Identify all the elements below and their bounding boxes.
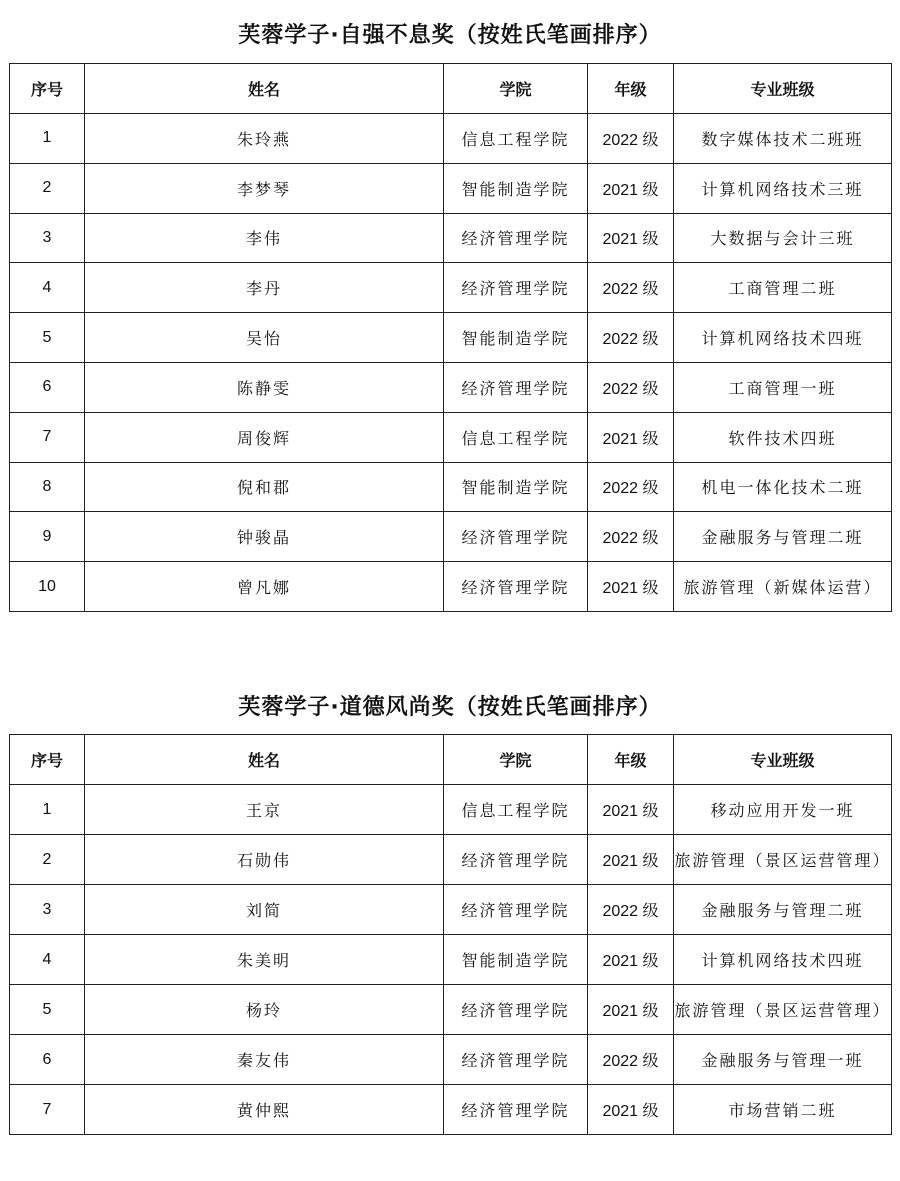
- table-row: [10, 114, 892, 164]
- cell-name: 曾凡娜: [85, 562, 444, 612]
- table-row: [10, 562, 892, 612]
- cell-no: 6: [10, 362, 85, 412]
- cell-major: 旅游管理（新媒体运营）: [674, 562, 892, 612]
- cell-college: 经济管理学院: [444, 263, 588, 313]
- table-row: [10, 362, 892, 412]
- cell-name: 朱美明: [85, 935, 444, 985]
- cell-college: 经济管理学院: [444, 985, 588, 1035]
- table-header-row: [10, 735, 892, 785]
- cell-grade: 2021 级: [588, 163, 674, 213]
- cell-major: 移动应用开发一班: [674, 785, 892, 835]
- cell-major: 金融服务与管理一班: [674, 1035, 892, 1085]
- cell-grade: 2021 级: [588, 835, 674, 885]
- table-row: [10, 213, 892, 263]
- cell-no: 1: [10, 114, 85, 164]
- cell-name: 王京: [85, 785, 444, 835]
- cell-no: 7: [10, 1085, 85, 1135]
- cell-major: 金融服务与管理二班: [674, 885, 892, 935]
- cell-name: 陈静雯: [85, 362, 444, 412]
- cell-grade: 2021 级: [588, 785, 674, 835]
- cell-no: 2: [10, 163, 85, 213]
- cell-college: 经济管理学院: [444, 213, 588, 263]
- cell-name: 黄仲熙: [85, 1085, 444, 1135]
- cell-grade: 2021 级: [588, 562, 674, 612]
- table-row: [10, 512, 892, 562]
- cell-grade: 2022 级: [588, 1035, 674, 1085]
- cell-name: 杨玲: [85, 985, 444, 1035]
- cell-college: 经济管理学院: [444, 885, 588, 935]
- header-no: 序号: [10, 64, 85, 114]
- cell-name: 刘简: [85, 885, 444, 935]
- cell-major: 旅游管理（景区运营管理）: [674, 835, 892, 885]
- table-row: [10, 835, 892, 885]
- cell-name: 秦友伟: [85, 1035, 444, 1085]
- cell-no: 5: [10, 985, 85, 1035]
- table-row: [10, 163, 892, 213]
- cell-name: 周俊辉: [85, 412, 444, 462]
- table-row: [10, 1085, 892, 1135]
- header-major: 专业班级: [674, 735, 892, 785]
- header-major: 专业班级: [674, 64, 892, 114]
- cell-grade: 2022 级: [588, 263, 674, 313]
- cell-major: 大数据与会计三班: [674, 213, 892, 263]
- cell-grade: 2022 级: [588, 313, 674, 363]
- cell-major: 软件技术四班: [674, 412, 892, 462]
- cell-grade: 2021 级: [588, 985, 674, 1035]
- cell-college: 信息工程学院: [444, 412, 588, 462]
- cell-college: 经济管理学院: [444, 362, 588, 412]
- cell-college: 经济管理学院: [444, 562, 588, 612]
- table-row: [10, 885, 892, 935]
- table-row: [10, 263, 892, 313]
- cell-grade: 2021 级: [588, 412, 674, 462]
- cell-college: 经济管理学院: [444, 1035, 588, 1085]
- cell-major: 机电一体化技术二班: [674, 462, 892, 512]
- cell-name: 李梦琴: [85, 163, 444, 213]
- cell-grade: 2022 级: [588, 885, 674, 935]
- cell-major: 工商管理一班: [674, 362, 892, 412]
- cell-major: 市场营销二班: [674, 1085, 892, 1135]
- section1-title: 芙蓉学子·自强不息奖（按姓氏笔画排序）: [238, 23, 662, 48]
- header-college: 学院: [444, 735, 588, 785]
- cell-no: 4: [10, 263, 85, 313]
- cell-name: 李丹: [85, 263, 444, 313]
- cell-no: 2: [10, 835, 85, 885]
- cell-grade: 2021 级: [588, 1085, 674, 1135]
- table-row: [10, 985, 892, 1035]
- table-header-row: [10, 64, 892, 114]
- cell-no: 3: [10, 213, 85, 263]
- cell-name: 吴怡: [85, 313, 444, 363]
- table-row: [10, 412, 892, 462]
- table-row: [10, 313, 892, 363]
- section2-title: 芙蓉学子·道德风尚奖（按姓氏笔画排序）: [238, 695, 662, 720]
- cell-college: 信息工程学院: [444, 785, 588, 835]
- cell-name: 李伟: [85, 213, 444, 263]
- cell-college: 智能制造学院: [444, 313, 588, 363]
- cell-grade: 2022 级: [588, 512, 674, 562]
- header-grade: 年级: [588, 735, 674, 785]
- cell-no: 8: [10, 462, 85, 512]
- cell-no: 9: [10, 512, 85, 562]
- cell-major: 旅游管理（景区运营管理）: [674, 985, 892, 1035]
- cell-college: 智能制造学院: [444, 163, 588, 213]
- award-table-moral-conduct: [9, 734, 892, 1135]
- award-table-self-improvement: [9, 63, 892, 612]
- cell-grade: 2022 级: [588, 362, 674, 412]
- cell-major: 计算机网络技术四班: [674, 313, 892, 363]
- header-college: 学院: [444, 64, 588, 114]
- cell-grade: 2022 级: [588, 462, 674, 512]
- cell-grade: 2021 级: [588, 213, 674, 263]
- cell-college: 经济管理学院: [444, 1085, 588, 1135]
- cell-college: 经济管理学院: [444, 835, 588, 885]
- cell-no: 3: [10, 885, 85, 935]
- header-name: 姓名: [85, 64, 444, 114]
- cell-name: 倪和郡: [85, 462, 444, 512]
- cell-no: 1: [10, 785, 85, 835]
- cell-major: 计算机网络技术三班: [674, 163, 892, 213]
- cell-name: 石勋伟: [85, 835, 444, 885]
- table-row: [10, 785, 892, 835]
- table-row: [10, 462, 892, 512]
- cell-no: 6: [10, 1035, 85, 1085]
- cell-no: 5: [10, 313, 85, 363]
- cell-no: 4: [10, 935, 85, 985]
- cell-major: 金融服务与管理二班: [674, 512, 892, 562]
- header-name: 姓名: [85, 735, 444, 785]
- table-row: [10, 935, 892, 985]
- cell-college: 信息工程学院: [444, 114, 588, 164]
- cell-grade: 2022 级: [588, 114, 674, 164]
- cell-major: 计算机网络技术四班: [674, 935, 892, 985]
- cell-name: 朱玲燕: [85, 114, 444, 164]
- header-no: 序号: [10, 735, 85, 785]
- cell-name: 钟骏晶: [85, 512, 444, 562]
- cell-no: 10: [10, 562, 85, 612]
- cell-no: 7: [10, 412, 85, 462]
- cell-college: 经济管理学院: [444, 512, 588, 562]
- cell-college: 智能制造学院: [444, 462, 588, 512]
- cell-major: 数字媒体技术二班班: [674, 114, 892, 164]
- table-row: [10, 1035, 892, 1085]
- cell-major: 工商管理二班: [674, 263, 892, 313]
- header-grade: 年级: [588, 64, 674, 114]
- cell-college: 智能制造学院: [444, 935, 588, 985]
- cell-grade: 2021 级: [588, 935, 674, 985]
